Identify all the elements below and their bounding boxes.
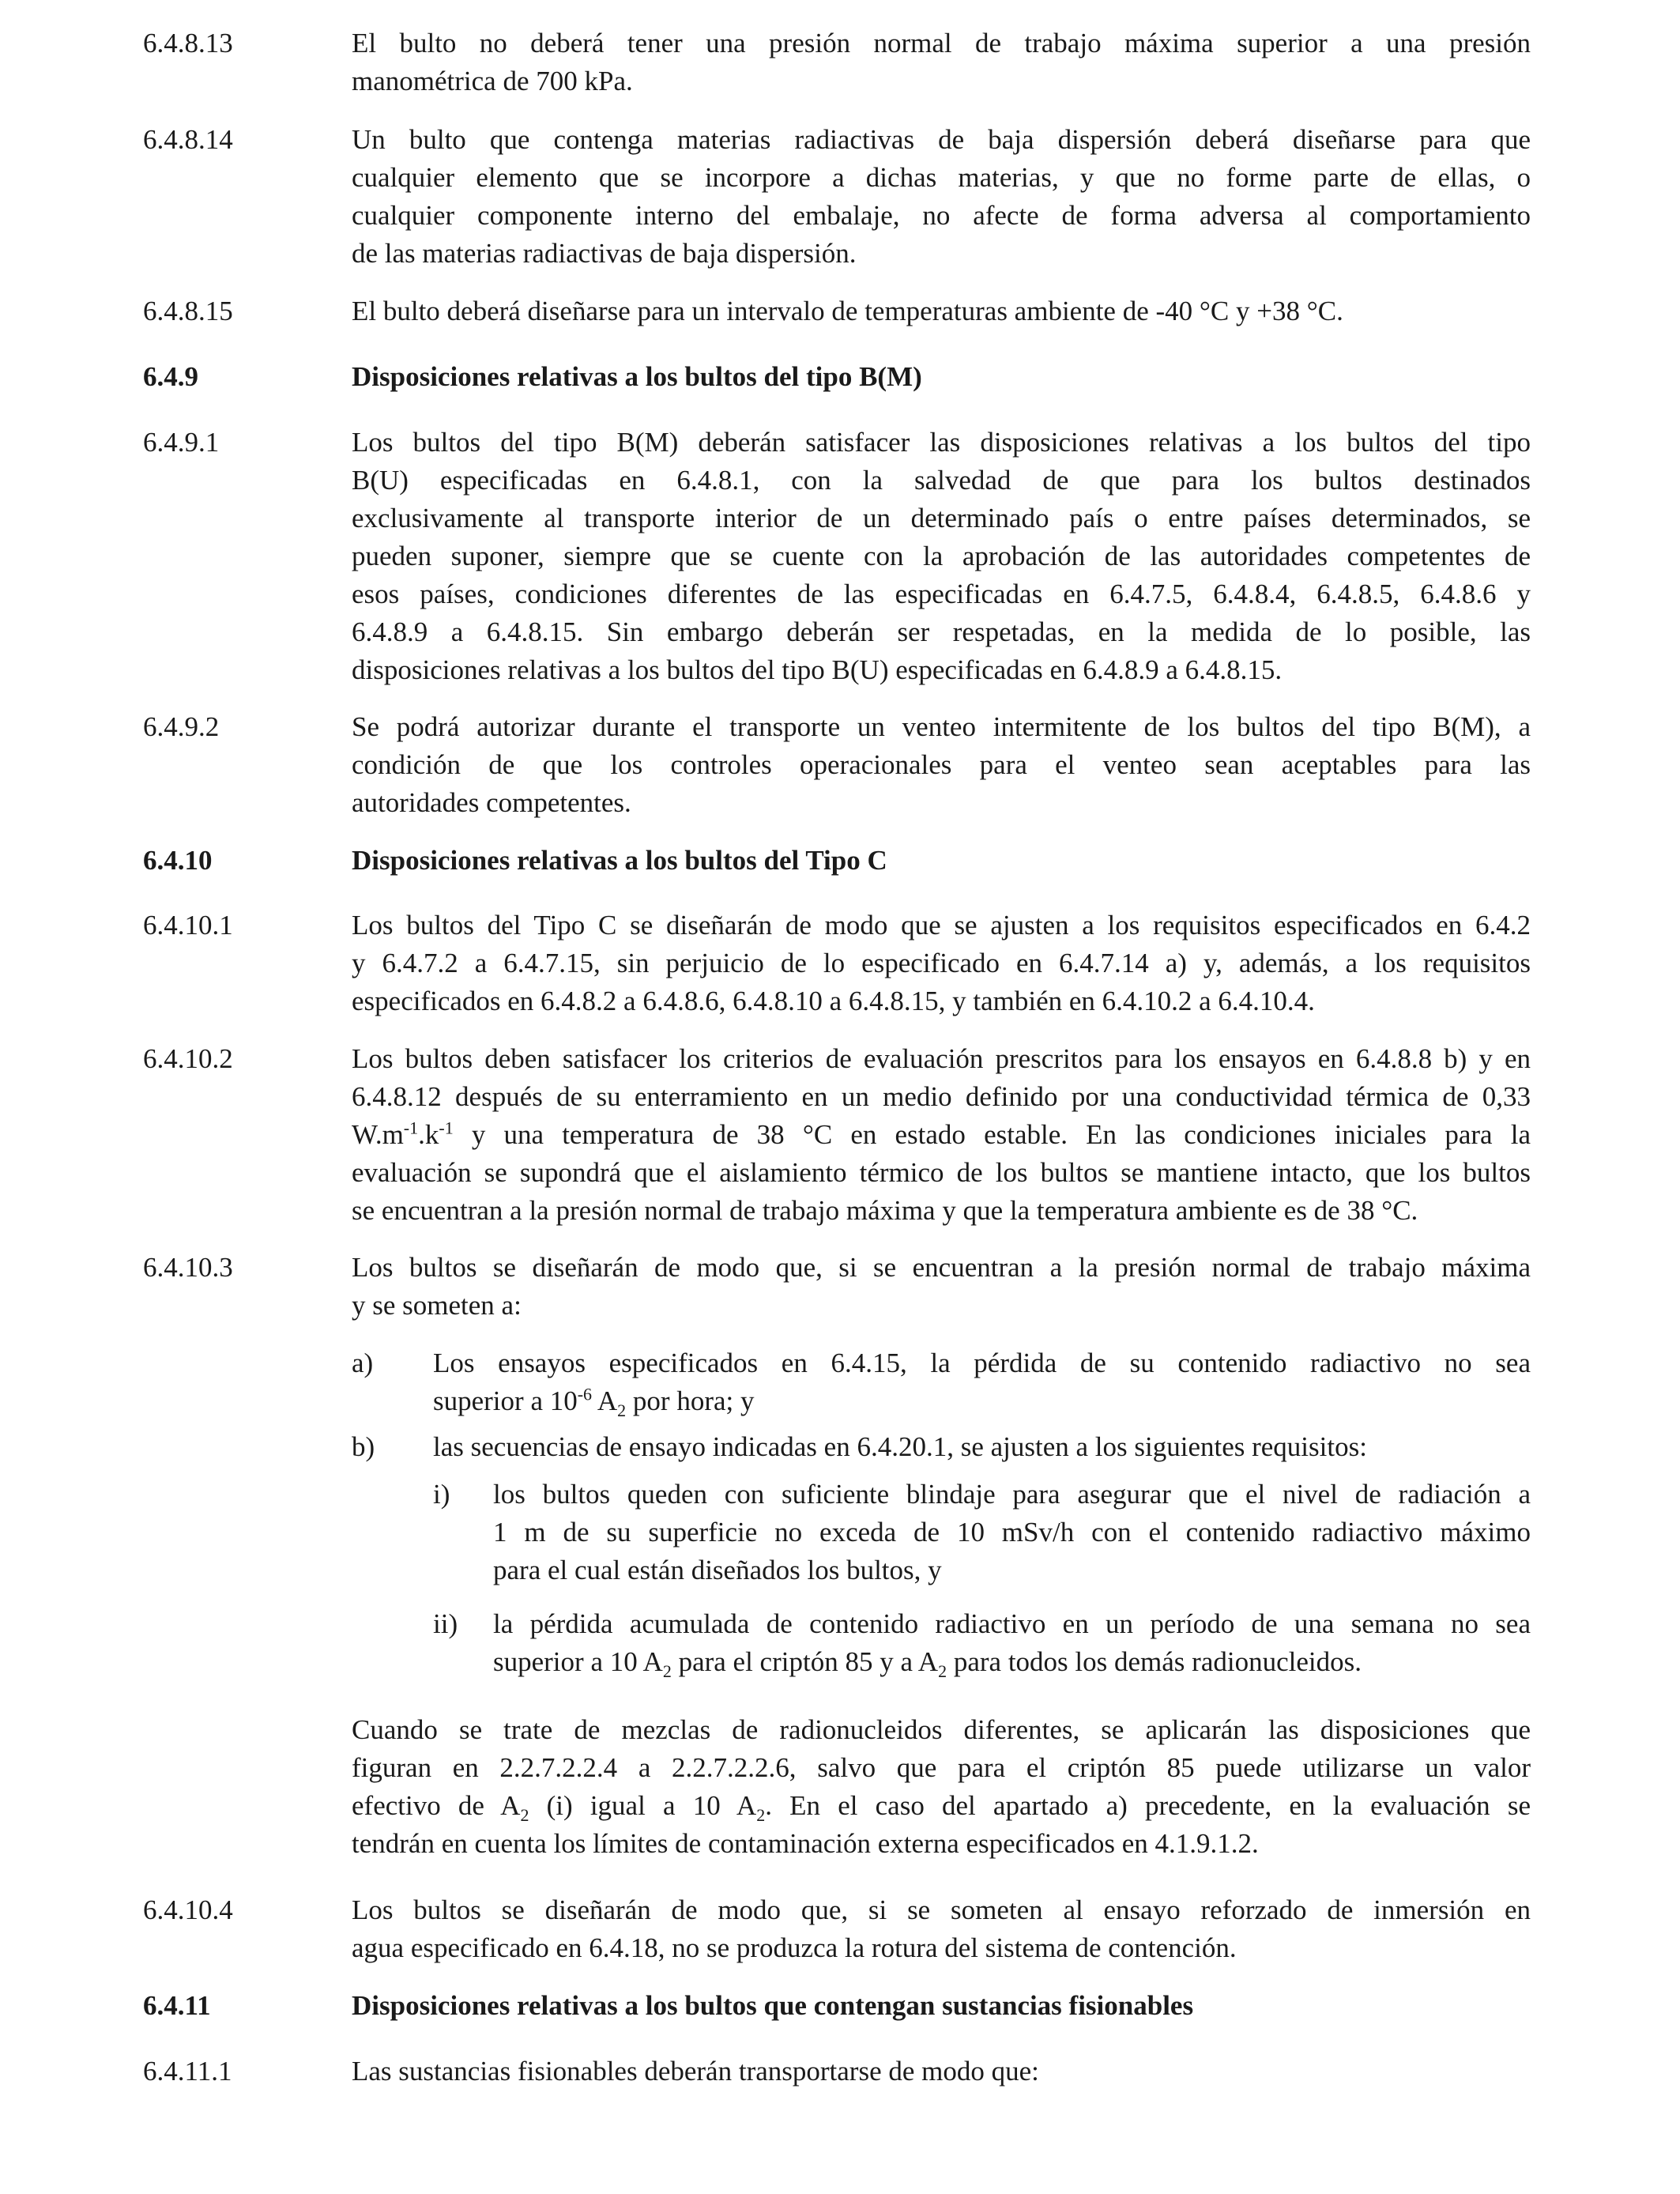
text-line: la pérdida acumulada de contenido radiactivo en un período de una semana no sea — [493, 1608, 1531, 1639]
section-title: Disposiciones relativas a los bultos del Tipo C — [352, 845, 887, 876]
list-item-text — [433, 1344, 1531, 1420]
text-line: Se podrá autorizar durante el transporte un venteo intermitente de los bultos del tipo B(M), a — [352, 711, 1531, 742]
section-number: 6.4.9 — [143, 361, 198, 392]
paragraph-text — [352, 1711, 1531, 1863]
paragraph-number: 6.4.10.1 — [143, 910, 233, 941]
section-title: Disposiciones relativas a los bultos que contengan sustancias fisionables — [352, 1990, 1194, 2021]
text-line: y 6.4.7.2 a 6.4.7.15, sin perjuicio de lo especificado en 6.4.7.14 a) y, además, a los requisitos — [352, 948, 1531, 978]
paragraph-number: 6.4.8.13 — [143, 28, 233, 58]
paragraph-text — [352, 907, 1531, 1020]
text-line: exclusivamente al transporte interior de un determinado país o entre países determinados, se — [352, 503, 1531, 533]
list-item-text — [493, 1476, 1531, 1589]
text-line: y se someten a: — [352, 1290, 522, 1321]
list-label: b) — [352, 1431, 375, 1462]
paragraph-text — [352, 2053, 1531, 2090]
paragraph-number: 6.4.10.2 — [143, 1043, 233, 1074]
section-number: 6.4.11 — [143, 1990, 211, 2021]
text-line: autoridades competentes. — [352, 787, 631, 818]
text-line: El bulto no deberá tener una presión normal de trabajo máxima superior a una presión — [352, 28, 1531, 58]
text-line-with-superscripts: $W.m^{-1}.k^{-1}$ y una temperatura de 38 °C en estado estable. En las condiciones iniciales para la — [352, 1118, 1531, 1150]
text-line: se encuentran a la presión normal de trabajo máxima y que la temperatura ambiente es de 38 °C. — [352, 1195, 1418, 1226]
text-line: figuran en 2.2.7.2.2.4 a 2.2.7.2.2.6, salvo que para el criptón 85 puede utilizarse un valor — [352, 1752, 1531, 1783]
text-line: cualquier componente interno del embalaje, no afecte de forma adversa al comportamiento — [352, 200, 1531, 231]
section-number: 6.4.10 — [143, 845, 213, 876]
text-line: tendrán en cuenta los límites de contaminación externa especificados en 4.1.9.1.2. — [352, 1828, 1259, 1859]
text-line: disposiciones relativas a los bultos del tipo B(U) especificadas en 6.4.8.9 a 6.4.8.15. — [352, 654, 1283, 685]
text-line: 6.4.8.9 a 6.4.8.15. Sin embargo deberán ser respetadas, en la medida de lo posible, las — [352, 616, 1531, 647]
paragraph-text — [352, 424, 1531, 689]
text-line: Las sustancias fisionables deberán transportarse de modo que: — [352, 2056, 1039, 2087]
paragraph-text — [352, 292, 1531, 330]
paragraph-number: 6.4.10.3 — [143, 1252, 233, 1283]
paragraph-text — [352, 1891, 1531, 1967]
text-line: para el cual están diseñados los bultos, y — [493, 1555, 942, 1585]
text-line: Los bultos del Tipo C se diseñarán de modo que se ajusten a los requisitos especificados en 6.4.2 — [352, 910, 1531, 941]
text-line-with-subscripts: superior a 10 $A_2$ para el criptón 85 y a $A_2$ para todos los demás radionucleidos. — [493, 1646, 1362, 1681]
paragraph-number: 6.4.9.1 — [143, 427, 220, 458]
text-line: 6.4.8.12 después de su enterramiento en un medio definido por una conductividad térmica de 0,33 — [352, 1081, 1531, 1112]
paragraph-number: 6.4.10.4 — [143, 1894, 233, 1925]
paragraph-text — [352, 121, 1531, 273]
paragraph-number: 6.4.8.14 — [143, 124, 233, 155]
text-line: agua especificado en 6.4.18, no se produzca la rotura del sistema de contención. — [352, 1932, 1237, 1963]
text-line: Los ensayos especificados en 6.4.15, la pérdida de su contenido radiactivo no sea — [433, 1348, 1531, 1378]
paragraph-text — [352, 1040, 1531, 1230]
list-label: a) — [352, 1348, 374, 1378]
section-title: Disposiciones relativas a los bultos del tipo B(M) — [352, 361, 922, 392]
text-line: 1 m de su superficie no exceda de 10 mSv/h con el contenido radiactivo máximo — [493, 1517, 1531, 1547]
list-item-text — [433, 1428, 1531, 1466]
paragraph-number: 6.4.9.2 — [143, 711, 220, 742]
text-line: Un bulto que contenga materias radiactivas de baja dispersión deberá diseñarse para que — [352, 124, 1531, 155]
paragraph-text — [352, 25, 1531, 100]
text-line: esos países, condiciones diferentes de las especificadas en 6.4.7.5, 6.4.8.4, 6.4.8.5, 6.4.8.6 y — [352, 579, 1531, 609]
text-line-with-subscripts: efectivo de $A_2$ (i) igual a 10 $A_2$. En el caso del apartado a) precedente, en la evaluación se — [352, 1790, 1531, 1825]
text-line: B(U) especificadas en 6.4.8.1, con la salvedad de que para los bultos destinados — [352, 465, 1531, 496]
paragraph-number: 6.4.8.15 — [143, 296, 233, 326]
text-line: Los bultos del tipo B(M) deberán satisfacer las disposiciones relativas a los bultos del tipo — [352, 427, 1531, 458]
text-line: condición de que los controles operacionales para el venteo sean aceptables para las — [352, 749, 1531, 780]
text-line: los bultos queden con suficiente blindaje para asegurar que el nivel de radiación a — [493, 1479, 1531, 1510]
text-line: Los bultos se diseñarán de modo que, si se encuentran a la presión normal de trabajo máxima — [352, 1252, 1531, 1283]
text-line: de las materias radiactivas de baja dispersión. — [352, 238, 857, 269]
text-line: pueden suponer, siempre que se cuente con la aprobación de las autoridades competentes de — [352, 541, 1531, 571]
text-line-with-sub-superscripts: superior a $10^{-6}$ $A_2$ por hora; y — [433, 1384, 755, 1420]
paragraph-text — [352, 1249, 1531, 1325]
text-line: Cuando se trate de mezclas de radionucleidos diferentes, se aplicarán las disposiciones que — [352, 1714, 1531, 1745]
paragraph-number: 6.4.11.1 — [143, 2056, 232, 2087]
text-line: Los bultos deben satisfacer los criterios de evaluación prescritos para los ensayos en 6.4.8.8 b) y en — [352, 1043, 1531, 1074]
text-line: Los bultos se diseñarán de modo que, si se someten al ensayo reforzado de inmersión en — [352, 1894, 1531, 1925]
text-line: evaluación se supondrá que el aislamiento térmico de los bultos se mantiene intacto, que los bultos — [352, 1157, 1531, 1188]
list-item-text — [493, 1605, 1531, 1681]
text-line: las secuencias de ensayo indicadas en 6.4.20.1, se ajusten a los siguientes requisitos: — [433, 1431, 1367, 1462]
text-line: especificados en 6.4.8.2 a 6.4.8.6, 6.4.8.10 a 6.4.8.15, y también en 6.4.10.2 a 6.4.10.4. — [352, 986, 1315, 1016]
text-line: cualquier elemento que se incorpore a dichas materias, y que no forme parte de ellas, o — [352, 162, 1531, 193]
list-label: i) — [433, 1479, 450, 1510]
text-line: manométrica de 700 kPa. — [352, 66, 633, 96]
text-line: El bulto deberá diseñarse para un intervalo de temperaturas ambiente de -40 °C y +38 °C. — [352, 296, 1343, 326]
paragraph-text — [352, 708, 1531, 822]
list-label: ii) — [433, 1608, 458, 1639]
